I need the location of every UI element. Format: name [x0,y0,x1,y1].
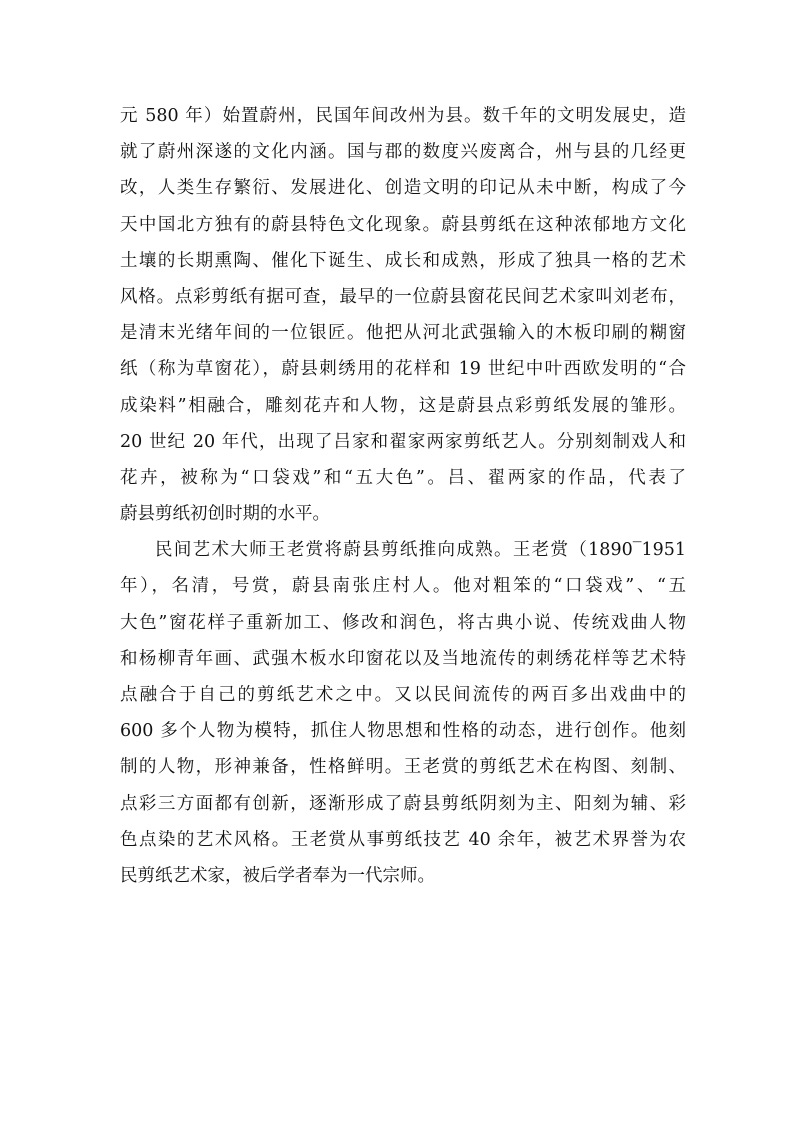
text-line: 元 580 年）始置蔚州，民国年间改州为县。数千年的文明发展史，造 [120,106,686,126]
text-line: 大色”窗花样子重新加工、修改和润色，将古典小说、传统戏曲人物 [120,612,686,633]
text-line: 土壤的长期熏陶、催化下诞生、成长和成熟，形成了独具一格的艺术 [120,250,686,271]
text-line: 民剪纸艺术家，被后学者奉为一代宗师。 [120,865,435,886]
text-line: 成染料”相融合，雕刻花卉和人物，这是蔚县点彩剪纸发展的雏形。 [120,395,686,416]
text-line: 制的人物，形神兼备，性格鲜明。王老赏的剪纸艺术在构图、刻制、 [120,757,686,778]
text-line: 点融合于自己的剪纸艺术之中。又以民间流传的两百多出戏曲中的 [120,685,686,705]
text-line: 纸（称为草窗花），蔚县刺绣用的花样和 19 世纪中叶西欧发明的“合 [120,359,686,380]
body-text [120,98,686,894]
text-line: 民间艺术大师王老赏将蔚县剪纸推向成熟。王老赏（1890‾1951 [155,540,686,561]
text-line: 600 多个人物为模特，抓住人物思想和性格的动态，进行创作。他刻 [120,721,686,742]
paragraph [120,532,686,894]
text-line: 年），名清，号赏，蔚县南张庄村人。他对粗笨的“口袋戏”、“五 [120,576,686,597]
text-line: 色点染的艺术风格。王老赏从事剪纸技艺 40 余年，被艺术界誉为农 [120,829,686,850]
text-line: 风格。点彩剪纸有据可查，最早的一位蔚县窗花民间艺术家叫刘老布， [120,286,686,307]
text-line: 蔚县剪纸初创时期的水平。 [120,504,330,525]
text-line: 天中国北方独有的蔚县特色文化现象。蔚县剪纸在这种浓郁地方文化 [120,214,686,235]
text-line: 是清末光绪年间的一位银匠。他把从河北武强输入的木板印刷的糊窗 [120,323,686,344]
text-line: 花卉，被称为“口袋戏”和“五大色”。吕、翟两家的作品，代表了 [120,467,686,488]
text-line: 改，人类生存繁衍、发展进化、创造文明的印记从未中断，构成了今 [120,178,686,199]
text-line: 点彩三方面都有创新，逐渐形成了蔚县剪纸阴刻为主、阳刻为辅、彩 [120,793,686,814]
text-line: 就了蔚州深遂的文化内涵。国与郡的数度兴废离合，州与县的几经更 [120,142,686,163]
text-line: 和杨柳青年画、武强木板水印窗花以及当地流传的刺绣花样等艺术特 [120,648,686,669]
text-line: 20 世纪 20 年代，出现了吕家和翟家两家剪纸艺人。分别刻制戏人和 [120,431,686,452]
paragraph [120,98,686,532]
